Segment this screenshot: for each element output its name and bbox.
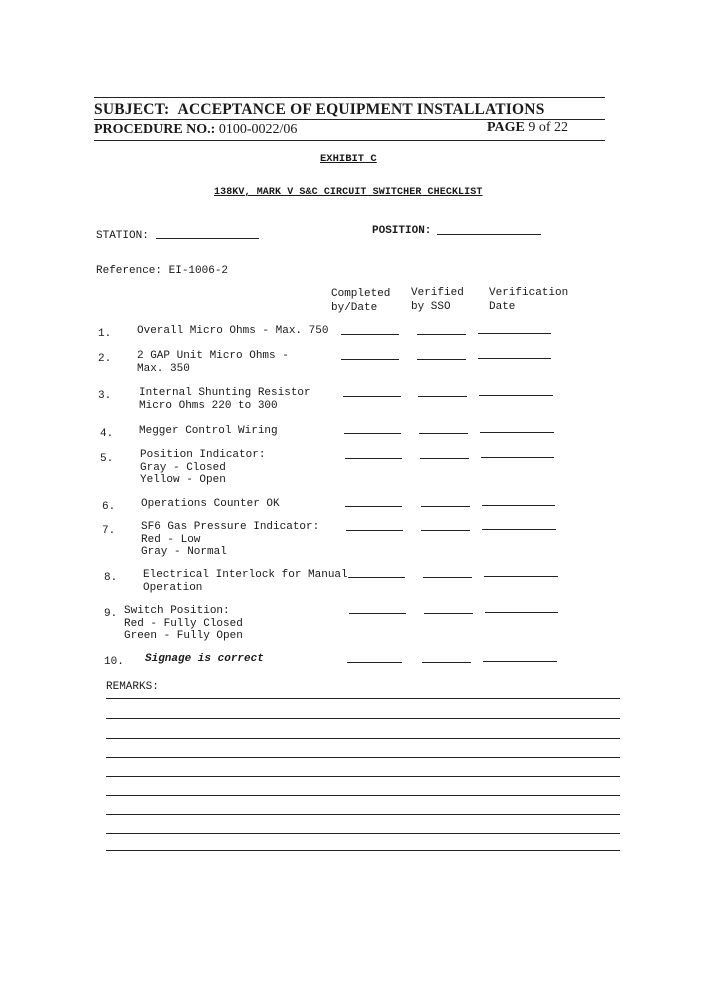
item-7-verification-date-field[interactable]	[482, 529, 556, 530]
column-verification-date: Verification Date	[489, 287, 569, 313]
item-number: 8.	[104, 572, 118, 584]
item-7-completed-field[interactable]	[346, 530, 403, 531]
remarks-line	[106, 776, 620, 777]
item-8-verification-date-field[interactable]	[484, 576, 558, 577]
page-label: PAGE	[487, 120, 525, 135]
item-2-verification-date-field[interactable]	[478, 358, 551, 359]
item-8-completed-field[interactable]	[348, 577, 405, 578]
reference-text: Reference: EI-1006-2	[96, 265, 229, 277]
item-9-completed-field[interactable]	[349, 613, 406, 614]
item-text: Operations Counter OK	[141, 498, 280, 510]
column-completed: Completed by/Date	[331, 288, 391, 314]
station-label: STATION:	[96, 230, 149, 242]
item-number: 9.	[104, 608, 118, 620]
station-field[interactable]	[156, 238, 259, 239]
remarks-line	[106, 698, 620, 699]
subject-value: ACCEPTANCE OF EQUIPMENT INSTALLATIONS	[177, 101, 545, 118]
item-6-verification-date-field[interactable]	[482, 505, 555, 506]
procedure-line	[94, 122, 297, 138]
remarks-line	[106, 814, 620, 815]
page-number	[487, 120, 568, 136]
item-1-completed-field[interactable]	[341, 334, 399, 335]
item-number: 3.	[98, 390, 112, 402]
subject-line	[94, 101, 545, 119]
remarks-label: REMARKS:	[106, 681, 159, 693]
item-number: 1.	[98, 328, 112, 340]
item-text: SF6 Gas Pressure Indicator: Red - Low Gray - Normal	[141, 521, 320, 558]
remarks-line	[106, 850, 620, 851]
item-text: 2 GAP Unit Micro Ohms - Max. 350	[137, 350, 289, 375]
item-text: Signage is correct	[145, 653, 264, 665]
procedure-label: PROCEDURE NO.:	[94, 122, 216, 137]
item-text: Overall Micro Ohms - Max. 750	[137, 325, 329, 337]
item-4-verified-field[interactable]	[419, 433, 468, 434]
position-field[interactable]	[437, 234, 541, 235]
item-text: Internal Shunting Resistor Micro Ohms 220 to 300	[139, 387, 311, 412]
item-text: Megger Control Wiring	[139, 425, 278, 437]
item-number: 6.	[102, 501, 116, 513]
item-5-verification-date-field[interactable]	[481, 457, 554, 458]
page-value: 9 of 22	[528, 120, 569, 135]
remarks-line	[106, 833, 620, 834]
item-3-verification-date-field[interactable]	[479, 395, 553, 396]
remarks-line	[106, 718, 620, 719]
item-3-completed-field[interactable]	[343, 396, 401, 397]
header-top-rule	[94, 97, 605, 98]
item-number: 4.	[100, 428, 114, 440]
item-6-completed-field[interactable]	[345, 506, 402, 507]
item-2-completed-field[interactable]	[341, 359, 399, 360]
item-10-verified-field[interactable]	[422, 662, 471, 663]
item-9-verification-date-field[interactable]	[485, 612, 558, 613]
item-10-completed-field[interactable]	[347, 662, 402, 663]
item-number: 5.	[100, 453, 114, 465]
position-label: POSITION:	[372, 225, 432, 237]
remarks-line	[106, 757, 620, 758]
item-text: Switch Position: Red - Fully Closed Green - Fully Open	[124, 605, 243, 642]
item-4-completed-field[interactable]	[344, 433, 401, 434]
item-3-verified-field[interactable]	[418, 396, 467, 397]
item-number: 10.	[104, 656, 124, 668]
procedure-number: 0100-0022/06	[218, 122, 298, 137]
item-7-verified-field[interactable]	[421, 530, 470, 531]
remarks-line	[106, 795, 620, 796]
checklist-title: 138KV, MARK V S&C CIRCUIT SWITCHER CHECKLIST	[214, 187, 483, 198]
item-5-verified-field[interactable]	[420, 458, 469, 459]
item-10-verification-date-field[interactable]	[483, 661, 557, 662]
item-1-verification-date-field[interactable]	[478, 333, 551, 334]
remarks-line	[106, 738, 620, 739]
item-number: 7.	[102, 525, 116, 537]
subject-label: SUBJECT:	[94, 101, 170, 118]
item-5-completed-field[interactable]	[345, 458, 402, 459]
item-text: Electrical Interlock for Manual Operation	[143, 569, 348, 594]
column-verified: Verified by SSO	[411, 287, 464, 313]
item-text: Position Indicator: Gray - Closed Yellow - Open	[140, 449, 266, 486]
item-1-verified-field[interactable]	[417, 334, 466, 335]
item-4-verification-date-field[interactable]	[480, 432, 554, 433]
header-bottom-rule	[94, 140, 605, 141]
item-8-verified-field[interactable]	[423, 577, 472, 578]
item-2-verified-field[interactable]	[417, 359, 466, 360]
item-6-verified-field[interactable]	[421, 506, 470, 507]
item-9-verified-field[interactable]	[424, 613, 473, 614]
item-number: 2.	[98, 353, 112, 365]
exhibit-label: EXHIBIT C	[320, 153, 377, 165]
